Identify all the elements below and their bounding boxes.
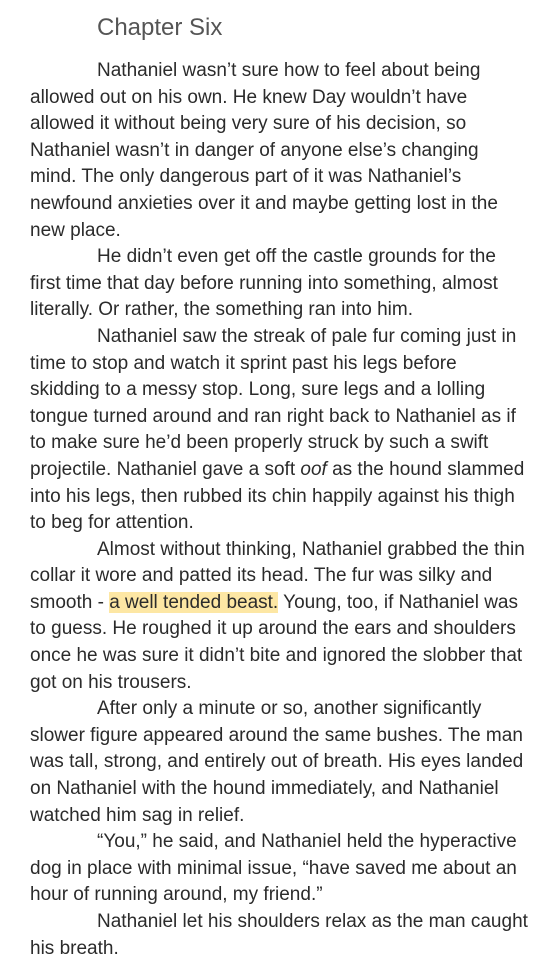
paragraph-text: Nathaniel let his shoulders relax as the man caught his breath. — [30, 911, 528, 959]
paragraph-text: Nathaniel wasn’t sure how to feel about being allowed out on his own. He knew Day wouldn’t have allowed it without being very sure of his decision, so Nathaniel wasn’t in danger of anyone else’s changing mind. The only dangerous part of it was Nathaniel’s newfound anxieties over it and maybe getting lost in the new place. — [30, 60, 498, 241]
paragraph-text: “You,” he said, and Nathaniel held the hyperactive dog in place with minimal issue, “have saved me about an hour of running around, my friend.” — [30, 831, 517, 906]
paragraph-1 — [30, 58, 528, 244]
paragraph-text: After only a minute or so, another significantly slower figure appeared around the same bushes. The man was tall, strong, and entirely out of breath. His eyes landed on Nathaniel with the hound immediately, and Nathaniel watched him sag in relief. — [30, 698, 524, 826]
highlighted-text[interactable]: a well tended beast. — [109, 591, 279, 613]
paragraph-3 — [30, 324, 528, 537]
paragraph-7 — [30, 909, 528, 962]
chapter-title: Chapter Six — [97, 14, 223, 41]
paragraph-5 — [30, 696, 528, 829]
italic-oof: oof — [300, 458, 327, 480]
paragraph-text: Almost without thinking, Nathaniel grabbed the thin collar it wore and patted its head. The fur was silky and smooth - — [30, 538, 525, 613]
paragraph-text: Nathaniel saw the streak of pale fur coming just in time to stop and watch it sprint past his legs before skidding to a messy stop. Long, sure legs and a lolling tongue turned around and ran right back to Nathaniel as if to make sure he’d been properly struck by such a swift projectile. Nathaniel gave a soft — [30, 325, 517, 480]
paragraph-text: Young, too, if Nathaniel was to guess. He roughed it up around the ears and shoulders once he was sure it didn’t bite and ignored the slobber that got on his trousers. — [30, 591, 523, 693]
paragraph-2 — [30, 244, 528, 324]
paragraph-4 — [30, 537, 528, 697]
paragraph-text: as the hound slammed into his legs, then rubbed its chin happily against his thigh to beg for attention. — [30, 458, 525, 534]
paragraph-text: He didn’t even get off the castle grounds for the first time that day before running into something, almost literally. Or rather, the something ran into him. — [30, 246, 498, 321]
document-page — [30, 12, 528, 962]
paragraph-6 — [30, 829, 528, 909]
